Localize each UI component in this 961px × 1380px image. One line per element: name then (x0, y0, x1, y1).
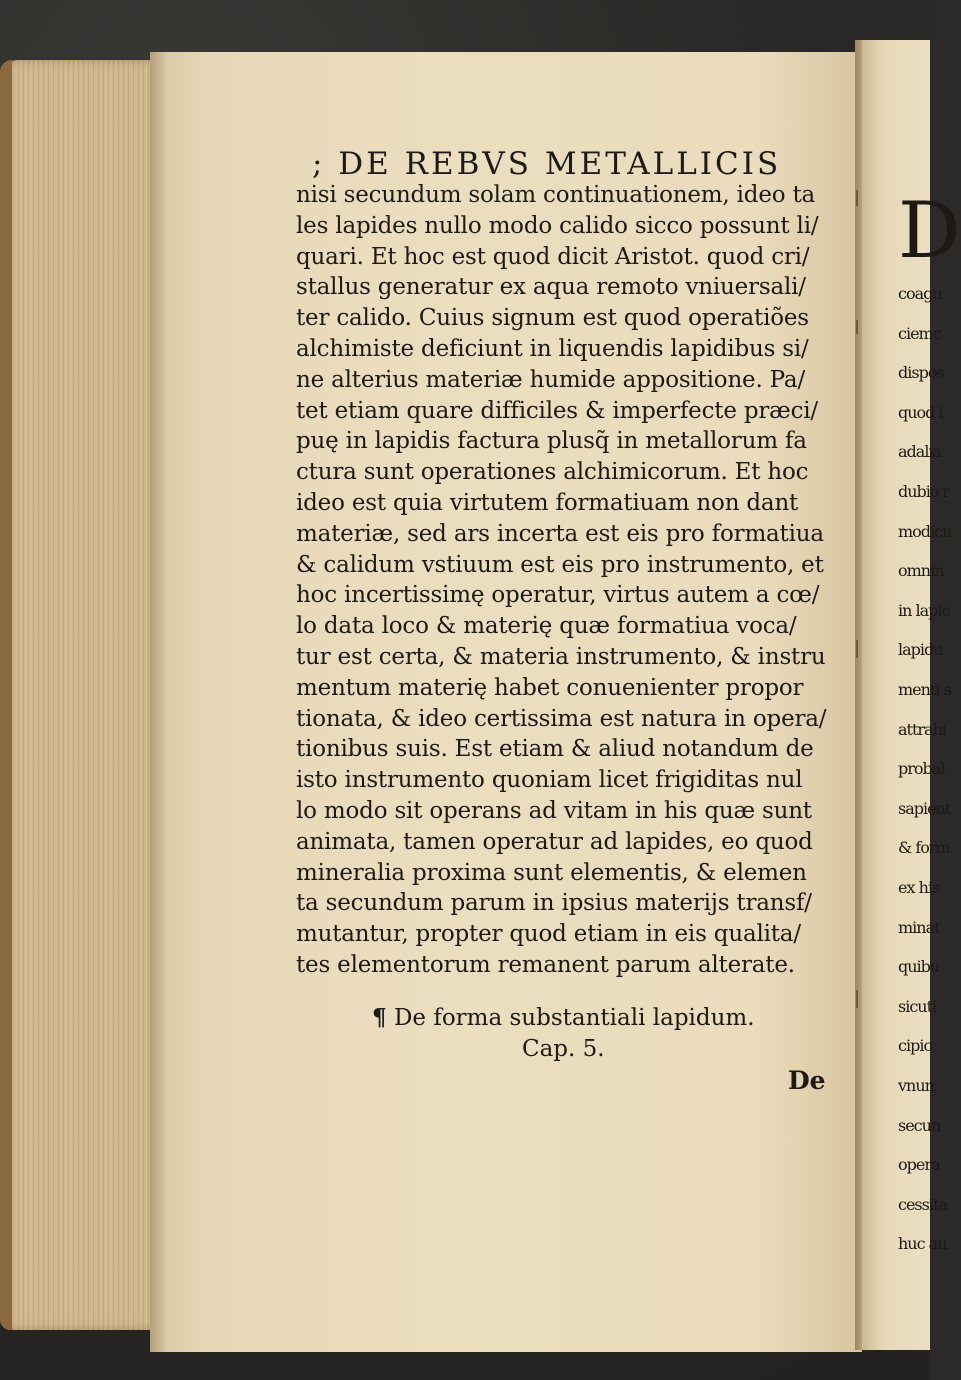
text-line: puę in lapidis factura plusq̃ in metallorum fa (296, 428, 807, 455)
chapter-title: De forma substantiali lapidum. (393, 1005, 755, 1031)
text-line: tionata, & ideo certissima est natura in opera/ (296, 705, 827, 732)
text-line: nisi secundum solam continuationem, ideo ta (296, 182, 816, 208)
text-line: ter calido. Cuius signum est quod operatiões (296, 305, 809, 332)
chapter-title-line (372, 1004, 755, 1031)
right-page-fragment: huc au (898, 1234, 947, 1254)
book-page-edges (0, 60, 165, 1330)
binding-mark (856, 190, 858, 206)
right-page-fragment: probal (898, 759, 945, 779)
text-line: animata, tamen operatur ad lapides, eo quod (296, 828, 813, 855)
right-page-fragment: opera (898, 1155, 940, 1175)
text-line: hoc incertissimę operatur, virtus autem a cœ/ (296, 582, 820, 609)
right-page-fragment: lapidu (898, 640, 943, 660)
right-page-fragment: & form (898, 838, 950, 858)
right-page-fragment: dubio r (898, 482, 950, 501)
text-line: materiæ, sed ars incerta est eis pro formatiua (296, 520, 824, 547)
book-spine-edge (0, 60, 12, 1330)
right-page-fragment: dispos (898, 363, 944, 383)
text-line: ta secundum parum in ipsius materijs transf/ (296, 890, 812, 917)
binding-mark (856, 990, 858, 1008)
binding-mark (856, 320, 858, 334)
right-page-fragment: cipio (898, 1036, 933, 1056)
right-page-fragment: cessita (898, 1194, 947, 1214)
text-line: & calidum vstiuum est eis pro instrumento, et (296, 551, 824, 578)
text-line: mineralia proxima sunt elementis, & elemen (296, 859, 807, 886)
right-page-fragment: ciemc (898, 323, 941, 343)
text-line: quari. Et hoc est quod dicit Aristot. quod cri/ (296, 243, 810, 270)
right-page-initial: D (898, 186, 961, 276)
page-gutter-shadow (150, 52, 168, 1352)
text-line: isto instrumento quoniam licet frigiditas nul (296, 767, 803, 794)
right-page-fragment: ex his (898, 878, 940, 897)
right-page-fragment: in lapic (898, 600, 950, 620)
right-page-fragment: adalia (898, 442, 942, 462)
text-line: mentum materię habet conuenienter propor (296, 674, 804, 701)
text-line: ideo est quia virtutem formatiuam non dant (296, 490, 799, 516)
right-page-fragment: menti s (898, 680, 951, 699)
right-page-fragment: secun (898, 1115, 941, 1135)
text-line: stallus generatur ex aqua remoto vniuersali/ (296, 274, 806, 301)
text-line: lo data loco & materię quæ formatiua voca/ (296, 613, 797, 640)
text-line: tet etiam quare difficiles & imperfecte præci/ (296, 397, 818, 424)
catchword: De (788, 1066, 826, 1095)
text-line: les lapides nullo modo calido sicco possunt li/ (296, 212, 819, 239)
right-page-fragment: quod i (898, 402, 943, 422)
text-line: ne alterius materiæ humide appositione. Pa/ (296, 366, 805, 393)
right-page-fragment: minat (898, 917, 940, 937)
right-page-fragment: sapient (898, 798, 951, 818)
right-page-fragment: coagu (898, 284, 942, 303)
chapter-number: Cap. 5. (522, 1036, 605, 1062)
text-line: tur est certa, & materia instrumento, & instru (296, 644, 826, 670)
pilcrow-mark: ¶ (372, 1004, 387, 1031)
text-line: mutantur, propter quod etiam in eis qualita/ (296, 921, 801, 948)
right-page-fragment: omnin (898, 561, 944, 581)
text-line: tionibus suis. Est etiam & aliud notandum de (296, 736, 814, 763)
text-line: ctura sunt operationes alchimicorum. Et hoc (296, 459, 809, 486)
text-line: tes elementorum remanent parum alterate. (296, 952, 795, 978)
text-line: alchimiste deficiunt in liquendis lapidibus si/ (296, 336, 809, 362)
binding-mark (856, 640, 858, 658)
right-page-fragment: quibu (898, 957, 940, 977)
right-page-fragment: modicu (898, 521, 952, 541)
running-head: ; DE REBVS METALLICIS (312, 146, 782, 182)
right-page-fragment: vnun (898, 1076, 934, 1095)
text-line: lo modo sit operans ad vitam in his quæ sunt (296, 798, 812, 824)
right-page-fragment: sicuti (898, 996, 937, 1016)
right-page-fragment: attrahi (898, 719, 947, 739)
